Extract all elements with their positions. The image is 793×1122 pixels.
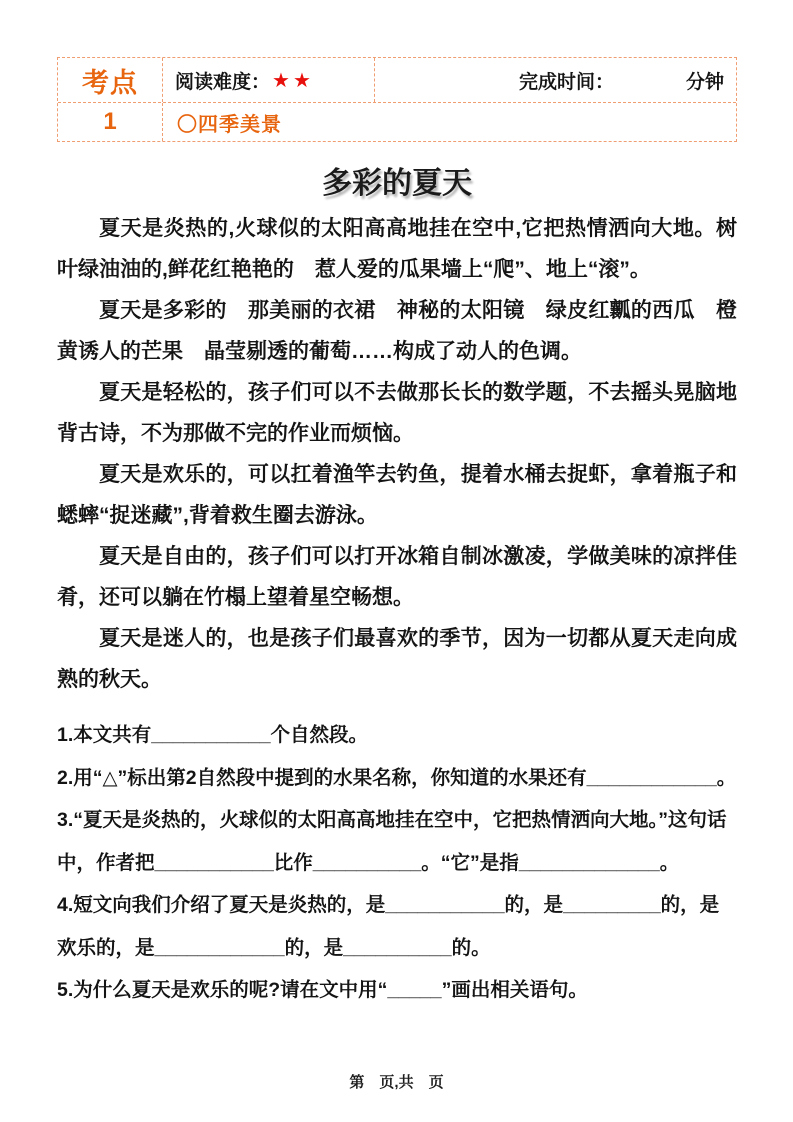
article-paragraph: 夏天是多彩的 那美丽的衣裙 神秘的太阳镜 绿皮红瓤的西瓜 橙黄诱人的芒果 晶莹剔透的葡萄……构成了动人的色调。 (57, 299, 737, 363)
article-paragraph: 夏天是迷人的，也是孩子们最喜欢的季节，因为一切都从夏天走向成熟的秋天。 (57, 627, 737, 691)
completion-time-cell (374, 58, 736, 102)
question-item: 5.为什么夏天是欢乐的呢?请在文中用“_____”画出相关语句。 (57, 979, 588, 1001)
question-item: 4.短文向我们介绍了夏天是炎热的，是___________的，是_________的，是欢乐的，是____________的，是__________的。 (57, 894, 720, 959)
article-body (57, 208, 737, 700)
exam-point-number: 1 (103, 108, 117, 135)
article-title: 多彩的夏天 (322, 167, 472, 200)
difficulty-cell (162, 58, 374, 102)
difficulty-star-icons: ★★ (272, 69, 314, 92)
question-item: 1.本文共有___________个自然段。 (57, 724, 369, 746)
exam-point-label: 考点 (82, 67, 138, 98)
page-number-text: 第 页,共 页 (349, 1074, 444, 1091)
header-row-bottom (58, 103, 736, 141)
time-label: 完成时间： (518, 71, 614, 93)
page-footer (0, 1071, 793, 1092)
article-paragraph: 夏天是欢乐的，可以扛着渔竿去钓鱼，提着水桶去捉虾，拿着瓶子和蟋蟀“捉迷藏”,背着救生圈去游泳。 (57, 463, 737, 527)
topic-cell (162, 103, 736, 141)
exam-header-table (57, 57, 737, 142)
question-list (57, 714, 737, 1012)
time-unit-label: 分钟 (685, 71, 724, 93)
header-row-top (58, 58, 736, 103)
exam-point-number-cell (58, 103, 162, 141)
exam-point-cell (58, 58, 162, 102)
question-item: 2.用“△”标出第2自然段中提到的水果名称，你知道的水果还有____________。 (57, 766, 737, 789)
worksheet-content (57, 158, 737, 1012)
article-paragraph: 夏天是自由的，孩子们可以打开冰箱自制冰激凌，学做美味的凉拌佳肴，还可以躺在竹榻上望着星空畅想。 (57, 545, 737, 609)
article-paragraph: 夏天是轻松的，孩子们可以不去做那长长的数学题，不去摇头晃脑地背古诗，不为那做不完的作业而烦恼。 (57, 381, 737, 445)
question-item: 3.“夏天是炎热的，火球似的太阳高高地挂在空中，它把热情洒向大地。”这句话中，作者把___________比作__________。“它”是指_____________。 (57, 809, 727, 874)
topic-label: 〇四季美景 (177, 113, 282, 136)
article-paragraph: 夏天是炎热的,火球似的太阳高高地挂在空中,它把热情洒向大地。树叶绿油油的,鲜花红艳艳的 惹人爱的瓜果墙上“爬”、地上“滚”。 (57, 217, 737, 281)
difficulty-label: 阅读难度： (175, 71, 271, 93)
